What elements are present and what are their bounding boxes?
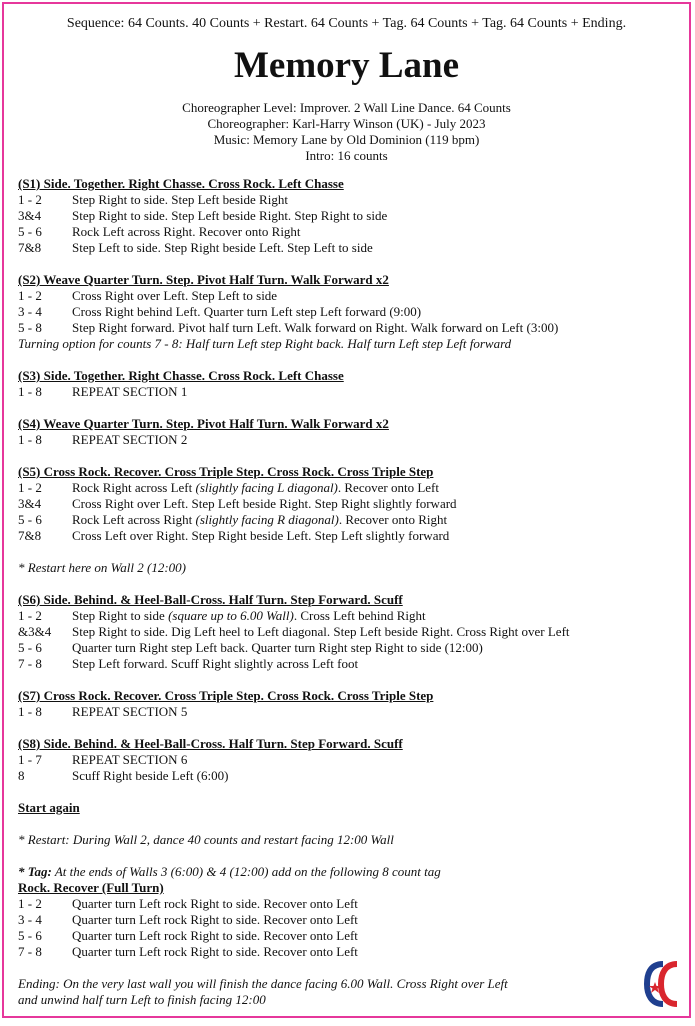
count-cell: 5 - 6 — [18, 224, 42, 239]
step-description: Step Right forward. Pivot half turn Left. Walk forward on Right. Walk forward on Left (3:00) — [72, 320, 559, 335]
choreographer-line: Choreographer: Karl-Harry Winson (UK) - July 2023 — [207, 116, 486, 131]
count-cell: 5 - 6 — [18, 928, 42, 943]
section-title: (S6) Side. Behind. & Heel-Ball-Cross. Half Turn. Step Forward. Scuff — [18, 592, 403, 607]
step-description: REPEAT SECTION 1 — [72, 384, 188, 399]
tag-row — [18, 912, 678, 928]
spacer — [18, 400, 678, 416]
step-description: Step Right to side. Step Left beside Right — [72, 192, 288, 207]
step-row — [18, 528, 678, 544]
spacer — [18, 816, 678, 832]
spacer — [18, 784, 678, 800]
step-row — [18, 608, 678, 624]
spacer — [18, 848, 678, 864]
count-cell: 5 - 6 — [18, 640, 42, 655]
tag-row — [18, 896, 678, 912]
count-cell: 1 - 8 — [18, 432, 42, 447]
count-cell: &3&4 — [18, 624, 52, 639]
ending-line: Ending: On the very last wall you will finish the dance facing 6.00 Wall. Cross Right over Left — [18, 976, 508, 991]
step-row — [18, 512, 678, 528]
spacer — [18, 576, 678, 592]
step-row — [18, 192, 678, 208]
count-cell: 1 - 2 — [18, 192, 42, 207]
tag-star: * Tag: — [18, 864, 52, 879]
facing-note: (slightly facing R diagonal) — [195, 512, 339, 527]
step-row — [18, 384, 678, 400]
step-description: Cross Right over Left. Step Left to side — [72, 288, 278, 303]
step-row — [18, 496, 678, 512]
count-cell: 7&8 — [18, 240, 42, 255]
step-sheet — [18, 176, 678, 1008]
step-row — [18, 768, 678, 784]
step-description: Quarter turn Left rock Right to side. Recover onto Left — [72, 912, 358, 927]
level-line: Choreographer Level: Improver. 2 Wall Line Dance. 64 Counts — [182, 100, 511, 115]
count-cell: 3&4 — [18, 496, 42, 511]
count-cell: 1 - 2 — [18, 608, 42, 623]
music-line: Music: Memory Lane by Old Dominion (119 bpm) — [213, 132, 480, 147]
tag-title: Rock. Recover (Full Turn) — [18, 880, 164, 895]
ending-line: and unwind half turn Left to finish facing 12:00 — [18, 992, 266, 1007]
step-row — [18, 656, 678, 672]
start-again: Start again — [18, 800, 80, 815]
facing-note: (square up to 6.00 Wall) — [168, 608, 294, 623]
section-title: (S3) Side. Together. Right Chasse. Cross Rock. Left Chasse — [18, 368, 344, 383]
step-description: Quarter turn Left rock Right to side. Recover onto Left — [72, 944, 358, 959]
step-row — [18, 432, 678, 448]
page-title: Memory Lane — [233, 45, 460, 86]
step-description: Rock Right across Left (slightly facing L diagonal). Recover onto Left — [72, 480, 439, 495]
tag-row — [18, 928, 678, 944]
step-description: Step Right to side. Dig Left heel to Left diagonal. Step Left beside Right. Cross Right over Left — [72, 624, 570, 639]
section-title: (S7) Cross Rock. Recover. Cross Triple Step. Cross Rock. Cross Triple Step — [18, 688, 434, 703]
step-row — [18, 208, 678, 224]
step-row — [18, 752, 678, 768]
spacer — [18, 672, 678, 688]
step-row — [18, 624, 678, 640]
step-description: Step Left forward. Scuff Right slightly across Left foot — [72, 656, 359, 671]
dance-info — [4, 100, 689, 164]
count-cell: 7 - 8 — [18, 656, 42, 671]
spacer — [18, 352, 678, 368]
sequence-line: Sequence: 64 Counts. 40 Counts + Restart. 64 Counts + Tag. 64 Counts + Tag. 64 Counts + Ending. — [66, 16, 627, 31]
intro-line: Intro: 16 counts — [305, 148, 388, 163]
count-cell: 1 - 8 — [18, 704, 42, 719]
spacer — [18, 256, 678, 272]
spacer — [18, 960, 678, 976]
step-row — [18, 640, 678, 656]
step-description: Cross Right behind Left. Quarter turn Left step Left forward (9:00) — [72, 304, 422, 319]
cross-country-logo — [643, 960, 683, 1008]
step-description: Scuff Right beside Left (6:00) — [72, 768, 229, 783]
turning-option-note: Turning option for counts 7 - 8: Half turn Left step Right back. Half turn Left step Left forward — [18, 336, 512, 351]
section-title: (S5) Cross Rock. Recover. Cross Triple Step. Cross Rock. Cross Triple Step — [18, 464, 434, 479]
spacer — [18, 448, 678, 464]
step-description: Step Left to side. Step Right beside Left. Step Left to side — [72, 240, 373, 255]
step-description: REPEAT SECTION 6 — [72, 752, 188, 767]
section-title: (S8) Side. Behind. & Heel-Ball-Cross. Half Turn. Step Forward. Scuff — [18, 736, 403, 751]
step-description: Quarter turn Right step Left back. Quarter turn Right step Right to side (12:00) — [72, 640, 483, 655]
step-row — [18, 224, 678, 240]
step-description: Cross Left over Right. Step Right beside Left. Step Left slightly forward — [72, 528, 450, 543]
restart-note: * Restart: During Wall 2, dance 40 counts and restart facing 12:00 Wall — [18, 832, 394, 847]
count-cell: 1 - 2 — [18, 480, 42, 495]
tag-row — [18, 944, 678, 960]
spacer — [18, 720, 678, 736]
section-title: (S4) Weave Quarter Turn. Step. Pivot Half Turn. Walk Forward x2 — [18, 416, 389, 431]
section-title: (S2) Weave Quarter Turn. Step. Pivot Half Turn. Walk Forward x2 — [18, 272, 389, 287]
page — [2, 2, 691, 1018]
count-cell: 3&4 — [18, 208, 42, 223]
count-cell: 1 - 2 — [18, 288, 42, 303]
step-description: REPEAT SECTION 2 — [72, 432, 188, 447]
count-cell: 1 - 7 — [18, 752, 42, 767]
count-cell: 5 - 6 — [18, 512, 42, 527]
step-description: Rock Left across Right. Recover onto Right — [72, 224, 301, 239]
step-description: Quarter turn Left rock Right to side. Recover onto Left — [72, 896, 358, 911]
step-description: Step Right to side (square up to 6.00 Wall). Cross Left behind Right — [72, 608, 426, 623]
count-cell: 1 - 2 — [18, 896, 42, 911]
count-cell: 1 - 8 — [18, 384, 42, 399]
facing-note: (slightly facing L diagonal) — [195, 480, 338, 495]
section-title: (S1) Side. Together. Right Chasse. Cross Rock. Left Chasse — [18, 176, 344, 191]
count-cell: 3 - 4 — [18, 304, 42, 319]
step-row — [18, 288, 678, 304]
step-description: Cross Right over Left. Step Left beside Right. Step Right slightly forward — [72, 496, 457, 511]
step-row — [18, 704, 678, 720]
step-row — [18, 320, 678, 336]
step-description: Rock Left across Right (slightly facing R diagonal). Recover onto Right — [72, 512, 448, 527]
step-description: Quarter turn Left rock Right to side. Recover onto Left — [72, 928, 358, 943]
count-cell: 5 - 8 — [18, 320, 42, 335]
spacer — [18, 544, 678, 560]
count-cell: 3 - 4 — [18, 912, 42, 927]
step-description: Step Right to side. Step Left beside Right. Step Right to side — [72, 208, 388, 223]
step-row — [18, 304, 678, 320]
step-description: REPEAT SECTION 5 — [72, 704, 188, 719]
tag-intro: * Tag: At the ends of Walls 3 (6:00) & 4 (12:00) add on the following 8 count tag — [18, 864, 441, 879]
count-cell: 7&8 — [18, 528, 42, 543]
step-row — [18, 480, 678, 496]
count-cell: 8 — [18, 768, 25, 783]
count-cell: 7 - 8 — [18, 944, 42, 959]
step-row — [18, 240, 678, 256]
restart-marker: * Restart here on Wall 2 (12:00) — [18, 560, 187, 575]
